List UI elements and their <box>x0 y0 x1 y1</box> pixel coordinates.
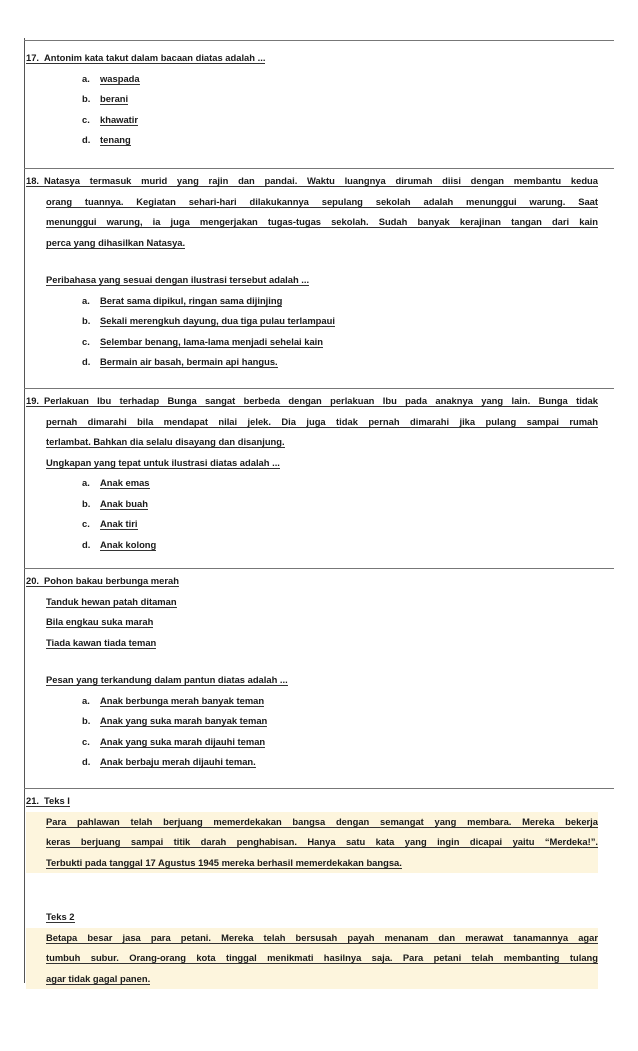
pantun-line: Pohon bakau berbunga merah <box>44 575 179 586</box>
question-text: Pesan yang terkandung dalam pantun diatas adalah ... <box>46 674 288 685</box>
separator-q21 <box>24 788 614 789</box>
question-number: 17. <box>26 52 40 63</box>
left-margin-line <box>24 38 25 983</box>
option-b[interactable]: b. Sekali merengkuh dayung, dua tiga pulau terlampaui <box>82 315 335 326</box>
option-b[interactable]: b. berani <box>82 93 129 104</box>
option-d[interactable]: d. Anak berbaju merah dijauhi teman. <box>82 756 256 767</box>
passage-line: tumbuh subur. Orang-orang kota tinggal menikmati hasilnya saja. Para petani telah membanting tulang <box>46 952 598 963</box>
pantun-line: Bila engkau suka marah <box>46 616 154 627</box>
passage-line: pernah dimarahi bila mendapat nilai jelek. Dia juga tidak pernah dimarahi jika pulang sampai rumah <box>46 415 598 427</box>
passage-line: Para pahlawan telah berjuang memerdekakan bangsa dengan semangat yang membara. Mereka bekerja <box>46 815 598 827</box>
text-title: Teks I <box>44 795 70 806</box>
option-d[interactable]: d. Anak kolong <box>82 538 157 550</box>
passage-line: Natasya termasuk murid yang rajin dan pandai. Waktu luangnya dirumah diisi dengan membantu kedua <box>44 175 598 186</box>
question-18 <box>26 171 598 373</box>
option-c[interactable]: c. Anak tiri <box>82 518 138 529</box>
question-17 <box>26 48 598 151</box>
option-d[interactable]: d. Bermain air basah, bermain api hangus. <box>82 356 278 367</box>
question-number: 21. <box>26 795 40 806</box>
passage-line: menunggui warung, ia juga mengerjakan tugas-tugas sekolah. Sudah banyak kerajinan tangan dari kain <box>46 216 598 227</box>
question-text: Peribahasa yang sesuai dengan ilustrasi tersebut adalah ... <box>46 274 310 285</box>
option-c[interactable]: c. Selembar benang, lama-lama menjadi sehelai kain <box>82 335 324 347</box>
option-b[interactable]: b. Anak buah <box>82 497 148 509</box>
question-text: Ungkapan yang tepat untuk ilustrasi diatas adalah ... <box>46 456 280 468</box>
option-c[interactable]: c. Anak yang suka marah dijauhi teman <box>82 735 266 747</box>
passage-line: terlambat. Bahkan dia selalu disayang dan disanjung. <box>46 436 285 447</box>
separator-q17 <box>24 40 614 41</box>
question-number: 19. <box>26 395 40 406</box>
passage-line: perca yang dihasilkan Natasya. <box>46 236 186 248</box>
question-text: Antonim kata takut dalam bacaan diatas adalah ... <box>44 52 266 63</box>
option-a[interactable]: a. Anak berbunga merah banyak teman <box>82 694 265 706</box>
question-21 <box>26 791 598 989</box>
passage-line: orang tuannya. Kegiatan sehari-hari dilakukannya sepulang sekolah adalah menunggui warung. Saat <box>46 195 598 207</box>
question-20 <box>26 571 598 773</box>
question-19 <box>26 391 598 555</box>
passage-line: agar tidak gagal panen. <box>46 972 151 984</box>
passage-line: Perlakuan Ibu terhadap Bunga sangat berbeda dengan perlakuan Ibu pada anaknya yang lain. Bunga tidak <box>44 395 598 406</box>
option-b[interactable]: b. Anak yang suka marah banyak teman <box>82 715 268 726</box>
question-number: 18. <box>26 175 40 186</box>
option-a[interactable]: a. Anak emas <box>82 477 150 488</box>
pantun-line: Tanduk hewan patah ditaman <box>46 595 177 607</box>
option-a[interactable]: a. Berat sama dipikul, ringan sama dijinjing <box>82 294 283 306</box>
passage-line: keras berjuang sampai titik darah penghabisan. Hanya satu kata yang ingin dicapai yaitu “Merdeka!”. <box>46 836 598 847</box>
passage-line: Betapa besar jasa para petani. Mereka telah bersusah payah menanam dan merawat tanamannya agar <box>46 931 598 943</box>
option-a[interactable]: a. waspada <box>82 72 140 84</box>
separator-q18 <box>24 168 614 169</box>
question-number: 20. <box>26 575 40 586</box>
option-d[interactable]: d. tenang <box>82 134 131 145</box>
text-title: Teks 2 <box>46 911 75 922</box>
pantun-line: Tiada kawan tiada teman <box>46 636 157 648</box>
separator-q19 <box>24 388 614 389</box>
option-c[interactable]: c. khawatir <box>82 113 139 125</box>
separator-q20 <box>24 568 614 569</box>
passage-line: Terbukti pada tanggal 17 Agustus 1945 mereka berhasil memerdekakan bangsa. <box>46 856 402 868</box>
